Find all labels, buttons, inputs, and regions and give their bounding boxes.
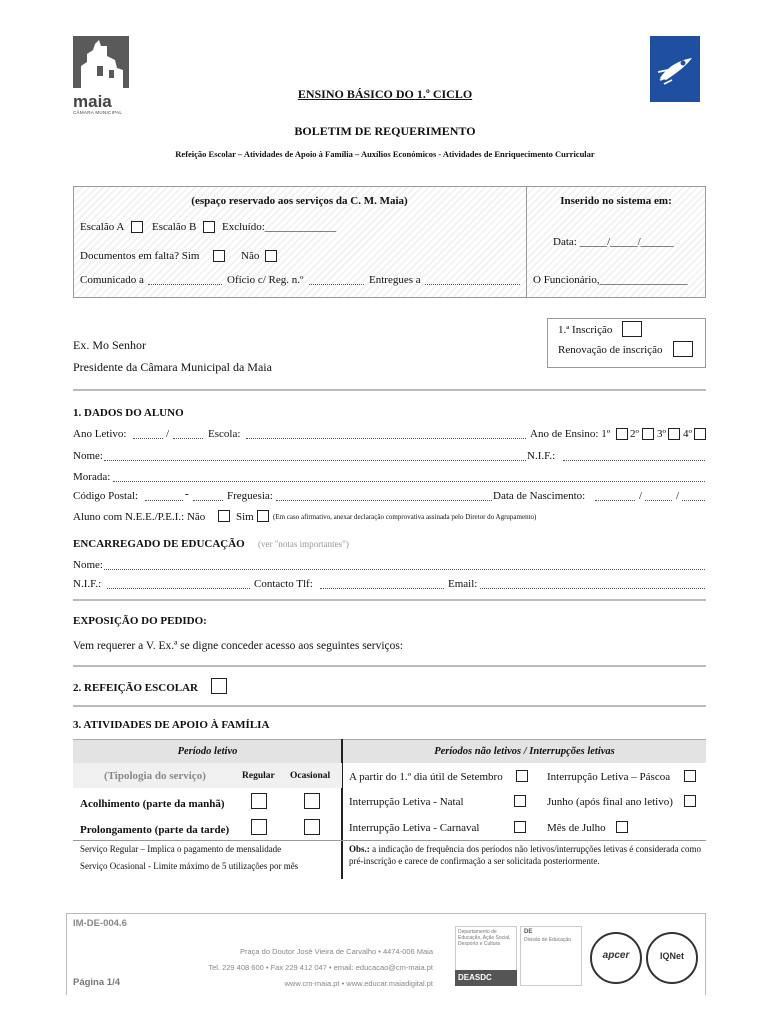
- ano-letivo-start-field[interactable]: [133, 430, 163, 439]
- acolhimento-ocasional-checkbox[interactable]: [304, 793, 320, 809]
- primeira-inscricao-checkbox[interactable]: [622, 321, 642, 337]
- nif-label: N.I.F.:: [527, 450, 556, 462]
- nascimento-label: Data de Nascimento:: [493, 490, 586, 502]
- tipologia-label: (Tipologia do serviço): [104, 770, 206, 782]
- ano-letivo-label: Ano Letivo:: [73, 428, 127, 440]
- encarregado-nome-field[interactable]: [104, 561, 705, 570]
- exposicao-title: EXPOSIÇÃO DO PEDIDO:: [73, 615, 207, 627]
- codigo-postal-separator: -: [185, 488, 189, 500]
- period-junho-checkbox[interactable]: [684, 795, 696, 807]
- footer-address: Praça do Doutor José Vieira de Carvalho • 4474-006 Maia: [239, 947, 433, 956]
- nascimento-day-field[interactable]: [595, 492, 635, 501]
- document-title: ENSINO BÁSICO DO 1.º CICLO: [297, 87, 473, 101]
- periodos-nao-letivos-header: Períodos não letivos / Interrupções letivas: [434, 746, 615, 757]
- apcer-certification: [590, 932, 642, 984]
- nome-label: Nome:: [73, 450, 103, 462]
- escola-label: Escola:: [208, 428, 241, 440]
- iqnet-certification: [646, 932, 698, 984]
- documentos-label: Documentos em falta? Sim: [80, 250, 200, 262]
- period-label: Junho (após final ano letivo): [547, 796, 673, 808]
- divider: [73, 599, 706, 601]
- ano-1-checkbox[interactable]: [616, 428, 628, 440]
- encarregado-contacto-field[interactable]: [320, 580, 444, 589]
- nif-field[interactable]: [563, 452, 705, 461]
- obs-text: a indicação de frequência dos períodos não letivos/interrupções letivas é considerada como pré-inscrição e carece de confirmação a ser solicitada posteriormente.: [349, 844, 701, 866]
- logo-text: maia: [73, 92, 112, 111]
- acolhimento-label: Acolhimento (parte da manhã): [80, 798, 225, 810]
- footer-contacts: Tel. 229 408 600 • Fax 229 412 047 • email: educacao@cm-maia.pt: [208, 963, 433, 972]
- reserved-right-title: Inserido no sistema em:: [560, 195, 672, 207]
- comunicado-label: Comunicado a: [80, 274, 144, 286]
- oficio-label: Ofício c/ Reg. n.º: [227, 274, 304, 286]
- obs-note: [349, 843, 701, 867]
- entregues-field[interactable]: [425, 276, 520, 285]
- nome-field[interactable]: [104, 452, 526, 461]
- freguesia-label: Freguesia:: [227, 490, 273, 502]
- encarregado-section-title: ENCARREGADO DE EDUCAÇÃO: [73, 538, 245, 550]
- encarregado-nif-field[interactable]: [107, 580, 250, 589]
- reserved-left-title: (espaço reservado aos serviços da C. M. Maia): [191, 195, 408, 207]
- nascimento-year-field[interactable]: [682, 492, 705, 501]
- aluno-section-title: 1. DADOS DO ALUNO: [73, 407, 184, 419]
- morada-field[interactable]: [113, 473, 705, 482]
- documentos-sim-checkbox[interactable]: [213, 250, 225, 262]
- apoio-row-divider: [73, 840, 706, 841]
- nee-label: Aluno com N.E.E./P.E.I.: Não: [73, 511, 206, 523]
- ano-4-label: 4º: [683, 428, 692, 440]
- castle-icon: [73, 36, 129, 88]
- documentos-nao-label: Não: [241, 250, 260, 262]
- encarregado-contacto-label: Contacto Tlf:: [254, 578, 313, 590]
- period-label: Interrupção Letiva – Páscoa: [547, 771, 671, 783]
- period-label: Mês de Julho: [547, 822, 606, 834]
- form-code: IM-DE-004.6: [73, 918, 127, 929]
- document-subtitle: BOLETIM DE REQUERIMENTO: [294, 124, 476, 138]
- refeicao-title: 2. REFEIÇÃO ESCOLAR: [73, 682, 198, 694]
- period-julho-checkbox[interactable]: [616, 821, 628, 833]
- divider: [73, 665, 706, 667]
- logo-subtext: CÂMARA MUNICIPAL: [73, 110, 123, 115]
- ano-letivo-end-field[interactable]: [173, 430, 203, 439]
- period-label: Interrupção Letiva - Carnaval: [349, 822, 480, 834]
- data-field[interactable]: Data: _____/_____/______: [553, 236, 674, 248]
- div-text: Divisão de Educação: [524, 937, 571, 943]
- encarregado-nome-label: Nome:: [73, 559, 103, 571]
- codigo-postal-field[interactable]: [145, 492, 183, 501]
- nee-sim-checkbox[interactable]: [257, 510, 269, 522]
- prolongamento-label: Prolongamento (parte da tarde): [80, 824, 230, 836]
- ano-2-checkbox[interactable]: [642, 428, 654, 440]
- codigo-postal-label: Código Postal:: [73, 490, 139, 502]
- period-carnaval-checkbox[interactable]: [514, 821, 526, 833]
- exposicao-text: Vem requerer a V. Ex.ª se digne conceder acesso aos seguintes serviços:: [73, 640, 404, 652]
- encarregado-email-label: Email:: [448, 578, 478, 590]
- apoio-vertical-divider: [341, 739, 343, 879]
- documentos-nao-checkbox[interactable]: [265, 250, 277, 262]
- prolongamento-ocasional-checkbox[interactable]: [304, 819, 320, 835]
- services-line: Refeição Escolar – Atividades de Apoio à Família – Auxílios Económicos - Atividades de Enriquecimento Curricular: [175, 149, 595, 159]
- dept-abbr: DEASDC: [455, 970, 517, 986]
- escalao-b-label: Escalão B: [152, 221, 197, 233]
- renovacao-checkbox[interactable]: [673, 341, 693, 357]
- ano-3-checkbox[interactable]: [668, 428, 680, 440]
- encarregado-email-field[interactable]: [480, 580, 705, 589]
- nee-nao-checkbox[interactable]: [218, 510, 230, 522]
- div-abbr: DE: [524, 929, 533, 935]
- ano-2-label: 2º: [630, 428, 639, 440]
- nee-sim-label: Sim: [236, 511, 254, 523]
- ano-3-label: 3º: [657, 428, 666, 440]
- period-label: A partir do 1.º dia útil de Setembro: [349, 771, 503, 783]
- acolhimento-regular-checkbox[interactable]: [251, 793, 267, 809]
- escalao-a-label: Escalão A: [80, 221, 125, 233]
- periodo-letivo-header: Período letivo: [177, 746, 238, 757]
- oficio-field[interactable]: [309, 276, 364, 285]
- div-box: [520, 926, 582, 986]
- page-number: Página 1/4: [73, 977, 120, 988]
- period-label: Interrupção Letiva - Natal: [349, 796, 464, 808]
- entregues-label: Entregues a: [369, 274, 421, 286]
- apcer-text: apcer: [602, 950, 630, 961]
- obs-label: Obs.:: [349, 844, 370, 854]
- encarregado-nif-label: N.I.F.:: [73, 578, 102, 590]
- iqnet-text: IQNet: [659, 951, 684, 961]
- renovacao-label: Renovação de inscrição: [558, 344, 663, 356]
- apoio-title: 3. ATIVIDADES DE APOIO À FAMÍLIA: [73, 719, 270, 731]
- refeicao-checkbox[interactable]: [211, 678, 227, 694]
- regular-label: Regular: [242, 771, 275, 781]
- escalao-b-checkbox[interactable]: [203, 221, 215, 233]
- ano-letivo-separator: /: [166, 428, 170, 440]
- escalao-a-checkbox[interactable]: [131, 221, 143, 233]
- addressee-line1: Ex. Mo Senhor: [73, 338, 146, 352]
- excluido-field[interactable]: Excluído:_____________: [222, 221, 337, 233]
- dept-text: Departamento de Educação, Ação Social, Desporto e Cultura: [458, 929, 511, 947]
- period-setembro-checkbox[interactable]: [516, 770, 528, 782]
- divider: [73, 705, 706, 707]
- nascimento-month-field[interactable]: [645, 492, 672, 501]
- note-ocasional: Serviço Ocasional - Limite máximo de 5 utilizações por mês: [80, 861, 299, 871]
- ano-ensino-label: Ano de Ensino: 1º: [530, 428, 611, 440]
- addressee-line2: Presidente da Câmara Municipal da Maia: [73, 360, 272, 374]
- funcionario-field[interactable]: O Funcionário,________________: [533, 274, 688, 286]
- codigo-postal-suffix-field[interactable]: [193, 492, 223, 501]
- freguesia-field[interactable]: [276, 492, 492, 501]
- ocasional-label: Ocasional: [290, 771, 331, 781]
- comunicado-field[interactable]: [148, 276, 222, 285]
- encarregado-note: (ver "notas importantes"): [258, 539, 349, 549]
- escola-field[interactable]: [246, 430, 526, 439]
- primeira-inscricao-label: 1.ª Inscrição: [558, 324, 613, 336]
- ano-4-checkbox[interactable]: [694, 428, 706, 440]
- period-pascoa-checkbox[interactable]: [684, 770, 696, 782]
- nascimento-sep1: /: [639, 490, 643, 502]
- nascimento-sep2: /: [676, 490, 680, 502]
- note-regular: Serviço Regular – Implica o pagamento de mensalidade: [80, 844, 282, 854]
- nee-note: (Em caso afirmativo, anexar declaração comprovativa assinada pelo Diretor do Agrupamento): [273, 513, 537, 521]
- footer-websites: www.cm-maia.pt • www.educar.maiadigital.pt: [284, 979, 433, 988]
- morada-label: Morada:: [73, 471, 111, 483]
- prolongamento-regular-checkbox[interactable]: [251, 819, 267, 835]
- period-natal-checkbox[interactable]: [514, 795, 526, 807]
- divider: [73, 389, 706, 391]
